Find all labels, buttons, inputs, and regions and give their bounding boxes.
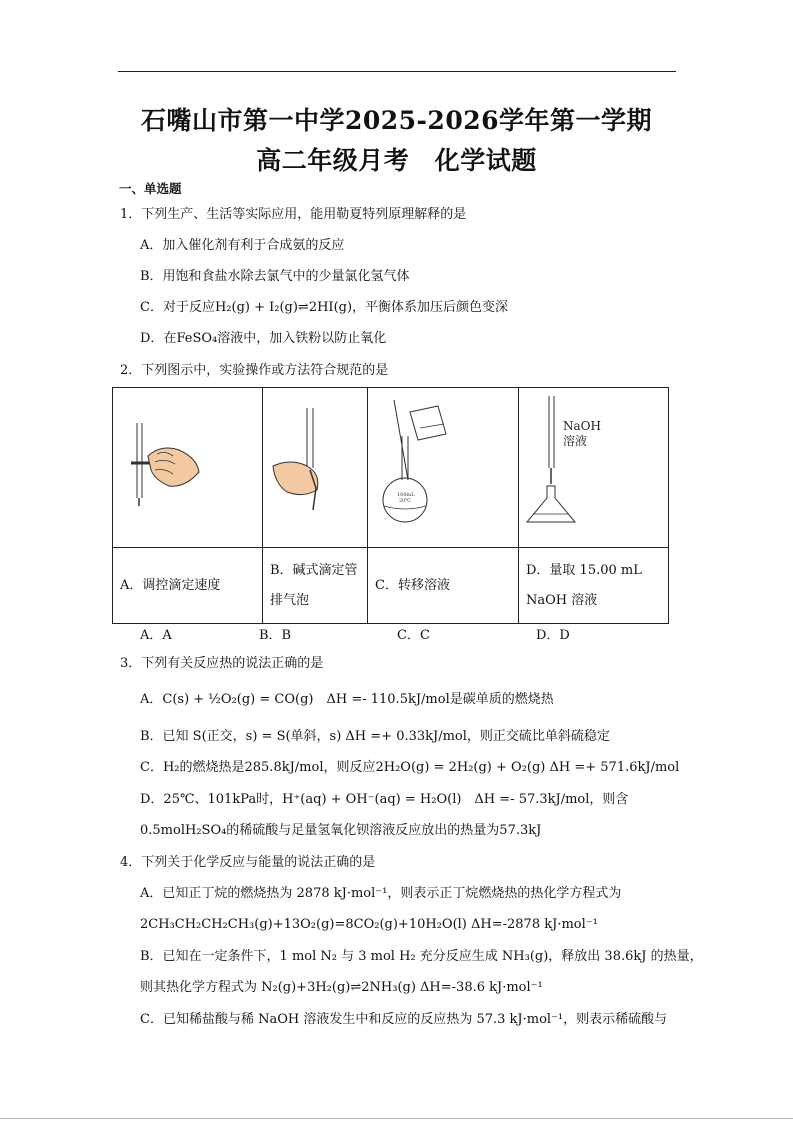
q3-option-d-line1: D．25℃、101kPa时，H⁺(aq) + OH⁻(aq) = H₂O(l) ΔH =- 57.3kJ/mol，则含	[140, 792, 629, 807]
caption-b	[263, 548, 368, 624]
q2-choice-d: D．D	[536, 628, 570, 643]
q4-stem: 4．下列关于化学反应与能量的说法正确的是	[120, 855, 376, 870]
caption-d	[519, 548, 669, 624]
caption-d-line2: NaOH 溶液	[526, 592, 598, 608]
q2-choice-b: B．B	[259, 628, 292, 643]
q3-option-c: C．H₂的燃烧热是285.8kJ/mol，则反应2H₂O(g) = 2H₂(g) + O₂(g) ΔH =+ 571.6kJ/mol	[140, 760, 680, 775]
figure-b-cell	[263, 388, 368, 548]
q1-c-prefix: C．对于反应	[140, 300, 215, 315]
section-heading: 一、单选题	[119, 181, 182, 196]
caption-b-line1: B．碱式滴定管	[270, 562, 358, 578]
q3-stem: 3．下列有关反应热的说法正确的是	[120, 656, 324, 671]
volumetric-flask-transfer-figure	[368, 388, 518, 543]
flask-temp-label: 20℃	[399, 498, 411, 504]
caption-c-text: C．转移溶液	[375, 577, 450, 593]
q1-d-formula: FeSO₄	[176, 331, 218, 346]
q3-option-a: A．C(s) + ½O₂(g) = CO(g) ΔH =- 110.5kJ/mol是碳单质的燃烧热	[140, 692, 554, 707]
exam-title-line1: 石嘴山市第一中学2025-2026学年第一学期	[140, 106, 653, 135]
q4-option-a-line2: 2CH₃CH₂CH₂CH₃(g)+13O₂(g)=8CO₂(g)+10H₂O(l) ΔH=-2878 kJ·mol⁻¹	[140, 917, 598, 932]
figure-d-cell	[519, 388, 669, 548]
figure-a-cell	[113, 388, 263, 548]
q1-option-b: B．用饱和食盐水除去氯气中的少量氯化氢气体	[140, 269, 410, 284]
burette-stopcock-hand-figure	[113, 388, 262, 543]
caption-a	[113, 548, 263, 624]
q3-option-d-line2: 0.5molH₂SO₄的稀硫酸与足量氢氧化钡溶液反应放出的热量为57.3kJ	[140, 823, 542, 838]
q4-option-b-line1: B．已知在一定条件下，1 mol N₂ 与 3 mol H₂ 充分反应生成 NH₃(g)，释放出 38.6kJ 的热量，	[140, 949, 703, 964]
q1-option-d	[140, 331, 386, 347]
q1-stem: 1．下列生产、生活等实际应用，能用勒夏特列原理解释的是	[120, 207, 467, 222]
q2-figure-table	[112, 387, 669, 624]
caption-d-line1: D．量取 15.00 mL	[526, 562, 642, 578]
figure-c-cell	[368, 388, 519, 548]
q2-choice-c: C．C	[397, 628, 430, 643]
q1-d-prefix: D．在	[140, 331, 177, 346]
q4-option-c-line1: C．已知稀盐酸与稀 NaOH 溶液发生中和反应的反应热为 57.3 kJ·mol⁻¹，则表示稀硫酸与	[140, 1012, 668, 1027]
q4-option-b-line2: 则其热化学方程式为 N₂(g)+3H₂(g)⇌2NH₃(g) ΔH=-38.6 kJ·mol⁻¹	[140, 980, 543, 995]
caption-c	[368, 548, 519, 624]
q1-option-a: A．加入催化剂有利于合成氨的反应	[140, 238, 345, 253]
q1-c-suffix: ，平衡体系加压后颜色变深	[352, 300, 509, 315]
q3-option-b: B．已知 S(正交，s) = S(单斜，s) ΔH =+ 0.33kJ/mol，则正交硫比单斜硫稳定	[140, 729, 610, 744]
q1-d-suffix: 溶液中，加入铁粉以防止氧化	[217, 331, 387, 346]
solution-label: 溶液	[563, 434, 588, 448]
top-rule	[118, 71, 676, 72]
q1-c-equation: H₂(g) + I₂(g)⇌2HI(g)	[214, 300, 353, 315]
caption-b-line2: 排气泡	[270, 592, 310, 608]
flask-volume-label: 100mL	[397, 492, 415, 498]
q2-choice-a: A．A	[140, 628, 172, 643]
exam-title-line2: 高二年级月考 化学试题	[256, 146, 537, 175]
q2-stem: 2．下列图示中，实验操作或方法符合规范的是	[120, 363, 389, 378]
naoh-label: NaOH	[563, 419, 601, 433]
page-bottom-divider	[0, 1118, 793, 1119]
base-burette-bubble-figure	[263, 388, 367, 543]
q4-option-a-line1: A．已知正丁烷的燃烧热为 2878 kJ·mol⁻¹，则表示正丁烷燃烧热的热化学方程式为	[140, 886, 622, 901]
q1-option-c	[140, 300, 508, 316]
burette-conical-flask-figure	[519, 388, 668, 543]
caption-a-text: A．调控滴定速度	[120, 577, 221, 593]
